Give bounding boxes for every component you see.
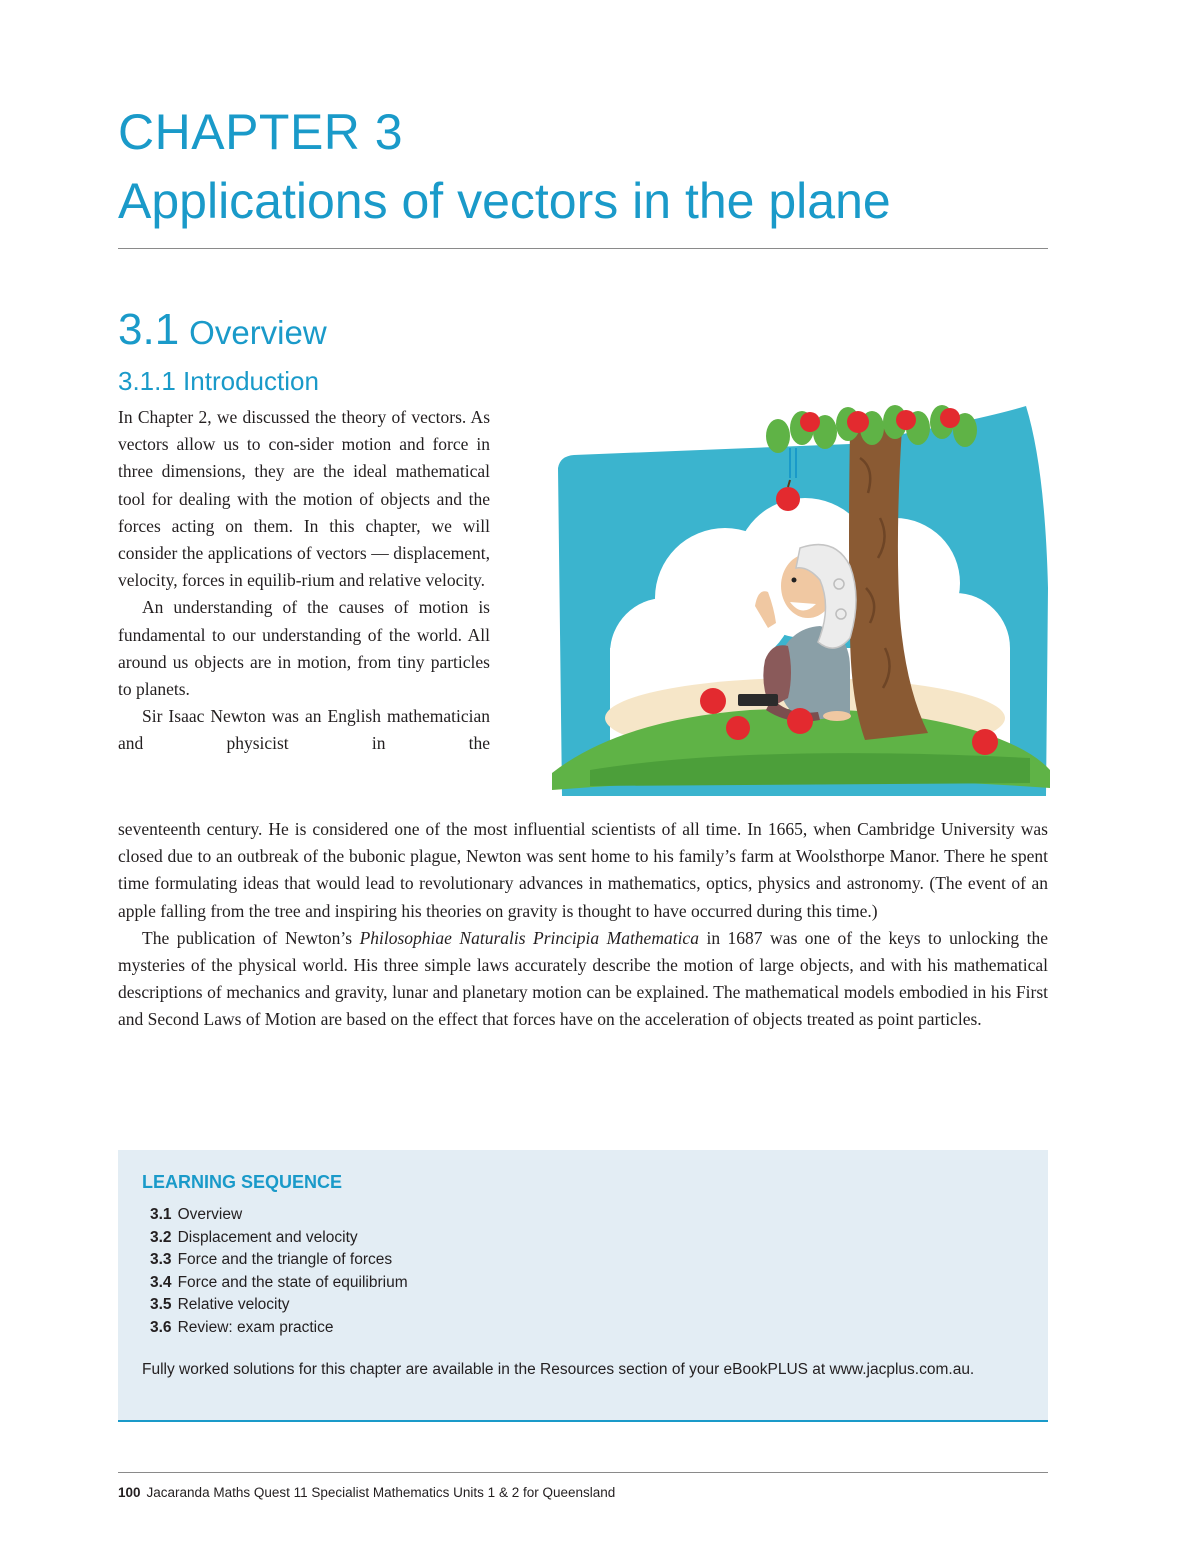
item-number: 3.2 bbox=[150, 1228, 172, 1246]
section-number: 3.1 bbox=[118, 305, 180, 354]
learning-sequence-box bbox=[118, 1150, 1048, 1422]
intro-paragraph-1: In Chapter 2, we discussed the theory of vectors. As vectors allow us to con-sider motion and force in three dimensions, they are the ideal mathematical tool for dealing with the motion of objects and the forces acting on them. In this chapter, we will consider the applications of vectors — displacement, velocity, forces in equilib-rium and relative velocity. bbox=[118, 407, 490, 591]
footer-divider bbox=[118, 1472, 1048, 1473]
falling-apple bbox=[776, 487, 800, 511]
book bbox=[738, 694, 778, 706]
book-title: Jacaranda Maths Quest 11 Specialist Mathematics Units 1 & 2 for Queensland bbox=[146, 1485, 616, 1500]
item-number: 3.3 bbox=[150, 1251, 172, 1269]
intro-text-full-width bbox=[118, 816, 1048, 1034]
page-number: 100 bbox=[118, 1485, 141, 1500]
item-label: Relative velocity bbox=[177, 1296, 290, 1314]
intro-paragraph-4 bbox=[118, 925, 1048, 1034]
learning-sequence-item bbox=[150, 1249, 408, 1272]
item-number: 3.6 bbox=[150, 1318, 172, 1336]
learning-sequence-item bbox=[150, 1272, 408, 1295]
intro-paragraph-4-end: in 1687 was one of the keys to unlocking the mysteries of the physical world. His three simple laws accurately describe the motion of large objects, and with his mathematical descriptions of mechanics and gravity, lunar and planetary motion can be explained. The mathematical models embodied in his First and Second Laws of Motion are based on the effect that forces have on the acceleration of objects treated as point particles. bbox=[118, 927, 1048, 1030]
subsection-heading: 3.1.1 Introduction bbox=[118, 366, 319, 396]
learning-sequence-item bbox=[150, 1294, 408, 1317]
item-number: 3.5 bbox=[150, 1296, 172, 1314]
learning-sequence-item bbox=[150, 1317, 408, 1340]
page-footer bbox=[118, 1485, 615, 1500]
item-label: Review: exam practice bbox=[177, 1318, 334, 1336]
intro-paragraph-3-start: Sir Isaac Newton was an English mathematician and physicist in the bbox=[118, 706, 490, 754]
newton-apple-tree-illustration bbox=[550, 398, 1050, 798]
item-label: Displacement and velocity bbox=[177, 1228, 358, 1246]
learning-sequence-title: LEARNING SEQUENCE bbox=[142, 1172, 343, 1192]
item-number: 3.4 bbox=[150, 1273, 172, 1291]
item-label: Force and the state of equilibrium bbox=[177, 1273, 408, 1291]
intro-paragraph-2: An understanding of the causes of motion is fundamental to our understanding of the world. All around us objects are in motion, from tiny particles to planets. bbox=[118, 597, 490, 700]
solutions-note: Fully worked solutions for this chapter are available in the Resources section of your eBookPLUS at www.jacplus.com.au. bbox=[142, 1361, 975, 1378]
learning-sequence-item bbox=[150, 1204, 408, 1227]
section-title: Overview bbox=[189, 314, 327, 351]
learning-sequence-list bbox=[150, 1204, 408, 1340]
chapter-label: CHAPTER 3 bbox=[118, 104, 404, 160]
section-heading bbox=[118, 305, 327, 355]
learning-sequence-item bbox=[150, 1227, 408, 1250]
title-divider bbox=[118, 248, 1048, 249]
principia-title: Philosophiae Naturalis Principia Mathematica bbox=[359, 927, 699, 948]
intro-paragraph-3-continued: seventeenth century. He is considered one of the most influential scientists of all time. In 1665, when Cambridge University was closed due to an outbreak of the bubonic plague, Newton was sent home to his family’s farm at Woolsthorpe Manor. There he spent time formulating ideas that would lead to revolutionary advances in mathematics, optics, physics and astronomy. (The event of an apple falling from the tree and inspiring his theories on gravity is thought to have occurred during this time.) bbox=[118, 819, 1048, 921]
item-label: Overview bbox=[177, 1206, 243, 1223]
item-label: Force and the triangle of forces bbox=[177, 1251, 393, 1269]
intro-text-column bbox=[118, 404, 490, 758]
intro-paragraph-4-start: The publication of Newton’s bbox=[142, 927, 360, 948]
chapter-title: Applications of vectors in the plane bbox=[118, 173, 891, 229]
item-number: 3.1 bbox=[150, 1206, 172, 1223]
